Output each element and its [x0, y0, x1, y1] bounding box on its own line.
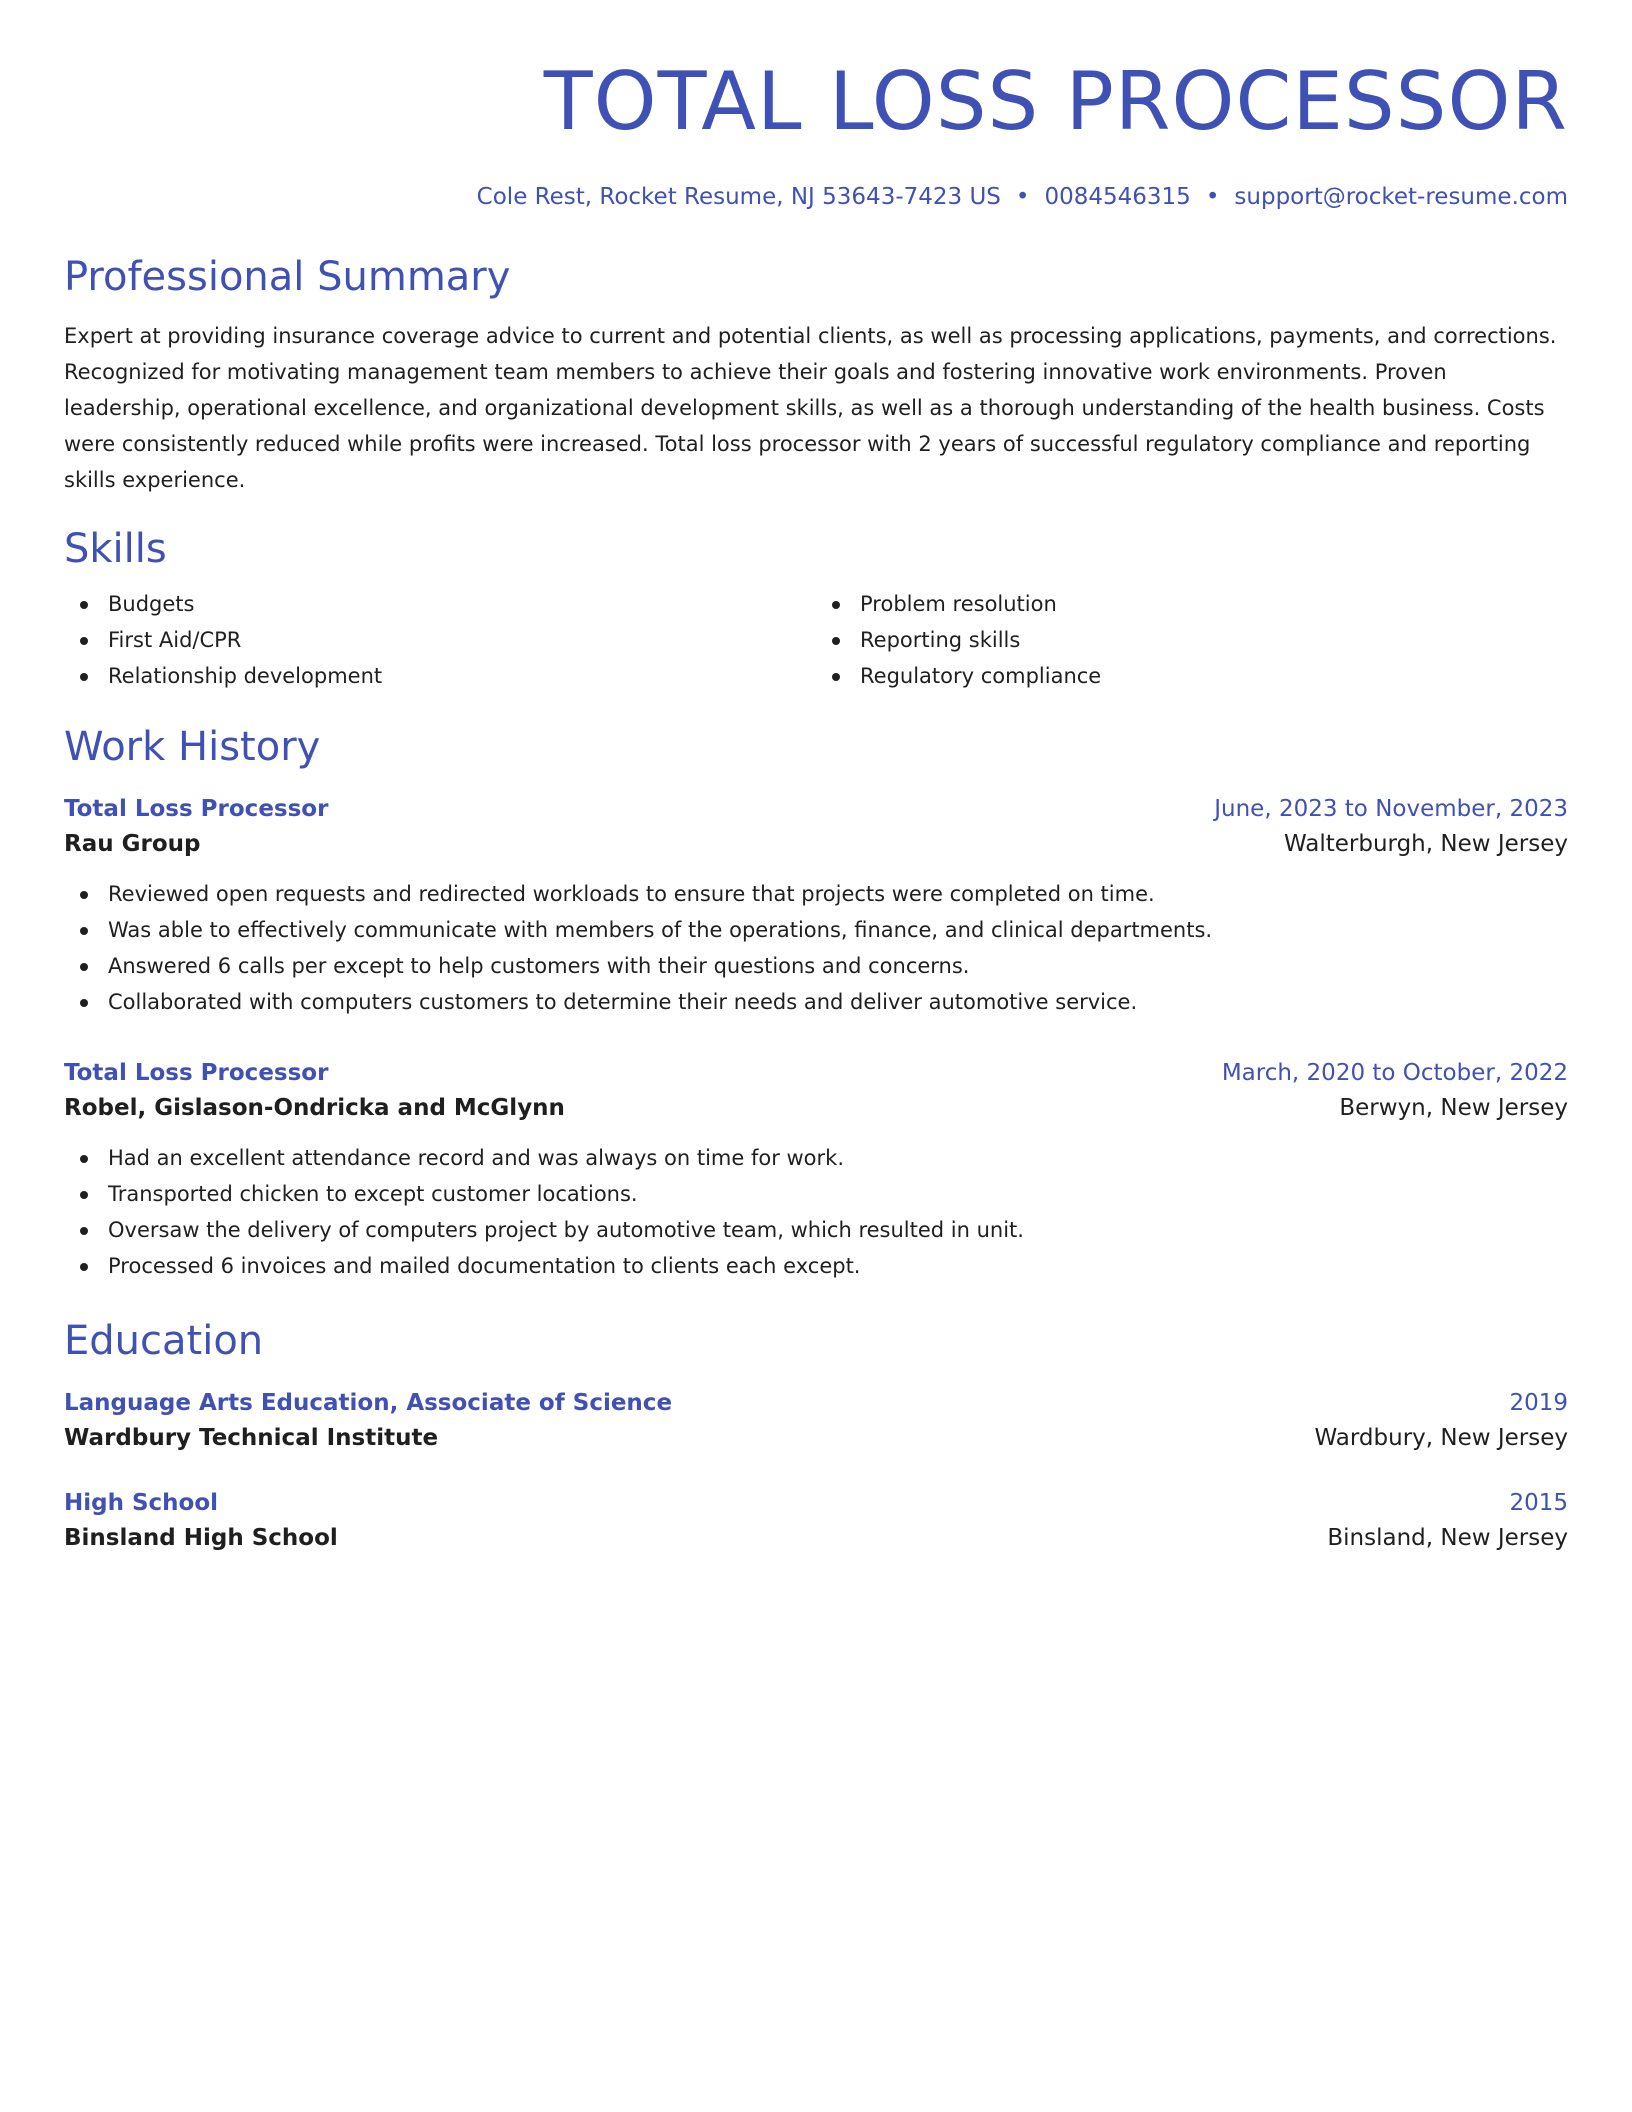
skill-item: Problem resolution — [816, 586, 1568, 622]
education-school-row — [64, 1420, 1568, 1456]
job-header-row — [64, 792, 1568, 826]
job-title: Total Loss Processor — [64, 796, 329, 822]
education-entry — [64, 1486, 1568, 1556]
job-employer-row — [64, 826, 1568, 862]
skill-item: Reporting skills — [816, 622, 1568, 658]
job-bullets — [64, 876, 1568, 1020]
job-bullet: Transported chicken to except customer locations. — [64, 1176, 1568, 1212]
job-bullet: Collaborated with computers customers to determine their needs and deliver automotive service. — [64, 984, 1568, 1020]
contact-separator: • — [1015, 184, 1030, 210]
education-location: Binsland, New Jersey — [1327, 1525, 1568, 1551]
education-school: Binsland High School — [64, 1525, 338, 1551]
job-location: Walterburgh, New Jersey — [1283, 831, 1568, 857]
contact-separator: • — [1205, 184, 1220, 210]
education-header-row — [64, 1386, 1568, 1420]
education-year: 2019 — [1509, 1390, 1568, 1416]
job-bullets — [64, 1140, 1568, 1284]
summary-text: Expert at providing insurance coverage advice to current and potential clients, as well as processing applications, payments, and corrections. Recognized for motivating management team members to achieve their goals and fostering innovative work environments. Proven leadership, operational excellence, and organizational development skills, as well as a thorough understanding of the health business. Costs were consistently reduced while profits were increased. Total loss processor with 2 years of successful regulatory compliance and reporting skills experience. — [64, 324, 1557, 492]
work-history-heading: Work History — [64, 724, 321, 770]
education-entry — [64, 1386, 1568, 1456]
skill-item: Relationship development — [64, 658, 816, 694]
skill-item: Regulatory compliance — [816, 658, 1568, 694]
education-degree: High School — [64, 1490, 219, 1516]
job-bullet: Answered 6 calls per except to help customers with their questions and concerns. — [64, 948, 1568, 984]
job-location: Berwyn, New Jersey — [1339, 1095, 1568, 1121]
education-heading: Education — [64, 1318, 264, 1364]
job-dates: March, 2020 to October, 2022 — [1221, 1060, 1568, 1086]
job-dates: June, 2023 to November, 2023 — [1214, 796, 1568, 822]
skill-item: First Aid/CPR — [64, 622, 816, 658]
job-title: Total Loss Processor — [64, 1060, 329, 1086]
education-year: 2015 — [1509, 1490, 1568, 1516]
education-degree: Language Arts Education, Associate of Science — [64, 1390, 673, 1416]
job-entry — [64, 1056, 1568, 1284]
job-employer: Rau Group — [64, 831, 201, 857]
resume-header — [64, 54, 1568, 212]
contact-phone: 0084546315 — [1044, 184, 1191, 210]
contact-email[interactable]: support@rocket-resume.com — [1234, 184, 1568, 210]
education-header-row — [64, 1486, 1568, 1520]
contact-line — [64, 182, 1568, 212]
job-bullet: Had an excellent attendance record and was always on time for work. — [64, 1140, 1568, 1176]
skills-list — [64, 586, 1568, 694]
education-school: Wardbury Technical Institute — [64, 1425, 439, 1451]
skill-item: Budgets — [64, 586, 816, 622]
job-header-row — [64, 1056, 1568, 1090]
job-bullet: Reviewed open requests and redirected workloads to ensure that projects were completed on time. — [64, 876, 1568, 912]
job-bullet: Processed 6 invoices and mailed documentation to clients each except. — [64, 1248, 1568, 1284]
job-bullet: Oversaw the delivery of computers project by automotive team, which resulted in unit. — [64, 1212, 1568, 1248]
skills-column-right — [816, 586, 1568, 694]
skills-column-left — [64, 586, 816, 694]
job-employer-row — [64, 1090, 1568, 1126]
job-entry — [64, 792, 1568, 1020]
education-location: Wardbury, New Jersey — [1314, 1425, 1568, 1451]
job-bullet: Was able to effectively communicate with members of the operations, finance, and clinical departments. — [64, 912, 1568, 948]
job-employer: Robel, Gislason-Ondricka and McGlynn — [64, 1095, 565, 1121]
contact-address: Cole Rest, Rocket Resume, NJ 53643-7423 US — [476, 184, 1001, 210]
skills-heading: Skills — [64, 526, 167, 572]
resume-name: TOTAL LOSS PROCESSOR — [543, 55, 1568, 148]
education-school-row — [64, 1520, 1568, 1556]
summary-heading: Professional Summary — [64, 254, 511, 300]
